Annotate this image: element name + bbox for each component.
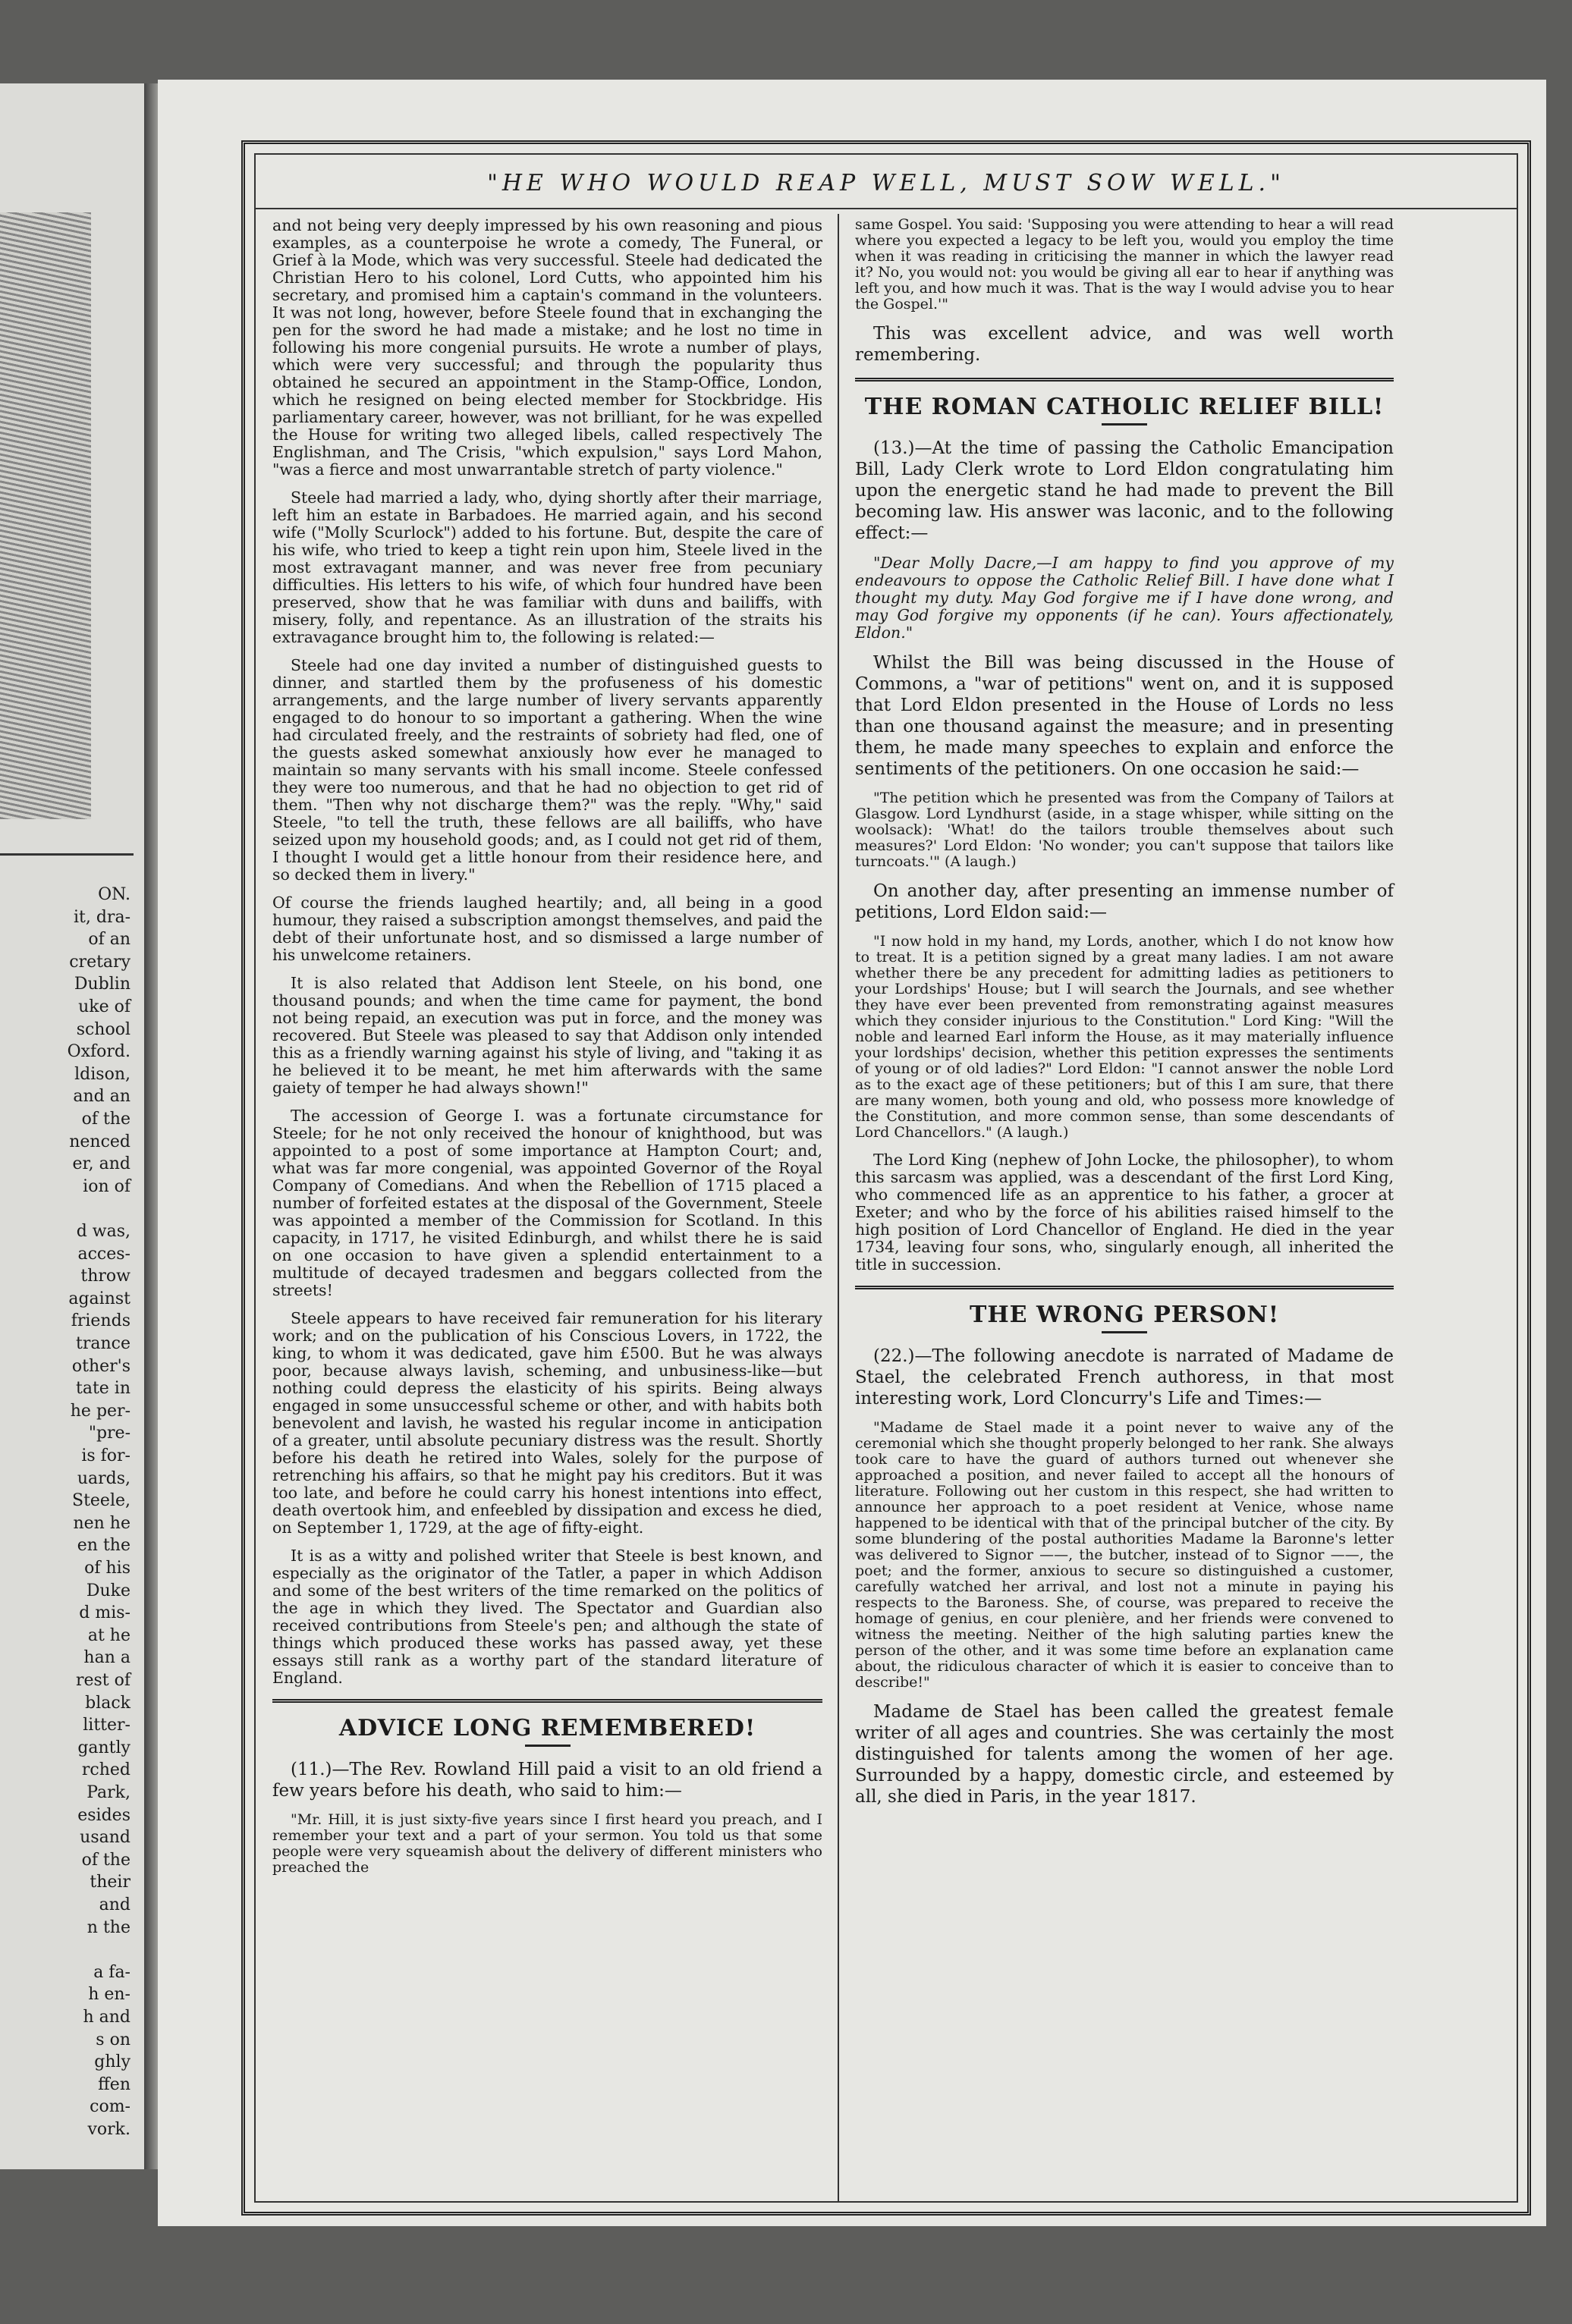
facing-page-line: is for- <box>81 1446 130 1465</box>
paragraph: Madame de Stael has been called the greatest female writer of all ages and countries. She was certainly the most distinguished for talents among the women of her age. Surrounded by a happy, domestic circle, and esteemed by all, she died in Paris, in the year 1817. <box>855 1702 1394 1807</box>
facing-page-line: cretary <box>69 952 130 972</box>
facing-page-line: rest of <box>75 1671 130 1690</box>
facing-page-line: han a <box>83 1648 130 1668</box>
facing-page-fragment <box>0 83 144 2169</box>
letter-quote: "Dear Molly Dacre,—I am happy to find you approve of my endeavours to oppose the Catholic Relief Bill. I have done what I thought my duty. May God forgive me if I have done wrong, and may God forgive my opponents (if he can). Yours affectionately, Eldon." <box>855 554 1394 642</box>
section-divider <box>855 1286 1394 1289</box>
facing-page-line: acces- <box>77 1244 130 1264</box>
facing-page-line: it, dra- <box>73 907 130 927</box>
paragraph: and not being very deeply impressed by his own reasoning and pious examples, as a counterpoise he wrote a comedy, The Funeral, or Grief à la Mode, which was very successful. Steele had dedicated the Christian Hero to his colonel, Lord Cutts, who appointed him his secretary, and promised him a captain's command in the volunteers. It was not long, however, before Steele found that in exchanging the pen for the sword he had made a mistake; and he lost no time in following his more congenial pursuits. He wrote a number of plays, which were very successful; and through the popularity thus obtained he secured an appointment in the Stamp-Office, London, which he resigned on being elected member for Stockbridge. His parliamentary career, however, was not brilliant, for he was expelled the House for writing two alleged libels, called respectively The Englishman, and The Crisis, "which expulsion," says Lord Mahon, "was a fierce and most unwarrantable stretch of party violence." <box>272 216 822 479</box>
facing-page-rule <box>0 853 134 856</box>
page-frame <box>241 140 1531 2216</box>
facing-page-line: ion of <box>83 1176 130 1196</box>
paragraph: The accession of George I. was a fortunate circumstance for Steele; for he not only received the honour of knighthood, but was appointed to a post of some importance at Hampton Court; and, what was far more congenial, was appointed Governor of the Royal Company of Comedians. And when the Rebellion of 1715 placed a number of forfeited estates at the disposal of the Government, Steele was appointed a member of the Commission for Scotland. In this capacity, in 1717, he visited Edinburgh, and whilst there he is said on one occasion to have given a splendid entertainment to a multitude of decayed tradesmen and beggars collected from the streets! <box>272 1107 822 1299</box>
facing-page-line: com- <box>90 2097 130 2117</box>
facing-page-line: h en- <box>88 1985 130 2005</box>
header-rule <box>256 208 1517 209</box>
paragraph: Steele had married a lady, who, dying shortly after their marriage, left him an estate in Barbadoes. He married again, and his second wife ("Molly Scurlock") added to his fortune. But, despite the care of his wife, who tried to keep a tight rein upon him, Steele lived in the most extravagant manner, and was never free from pecuniary difficulties. His letters to his wife, of which four hundred have been preserved, show that he was familiar with duns and bailiffs, with misery, folly, and repentance. As an illustration of the straits his extravagance brought him to, the following is related:— <box>272 488 822 646</box>
facing-page-line: h and <box>83 2008 130 2027</box>
facing-page-line: other's <box>71 1356 130 1376</box>
facing-page-line: gantly <box>77 1738 130 1757</box>
paragraph: Steele appears to have received fair remuneration for his literary work; and on the publication of his Conscious Lovers, in 1722, the king, to whom it was dedicated, gave him £500. But he was always poor, because always lavish, scheming, and unbusiness-like—but nothing could depress the elasticity of his spirits. Being always engaged in some unsuccessful scheme or other, and with habits both benevolent and lavish, he wasted his regular income in anticipation of a greater, until absolute pecuniary distress was the result. Shortly before his death he retired into Wales, solely for the purpose of retrenching his affairs, so that he might pay his creditors. But it was too late, and before he could carry his honest intentions into effect, death overtook him, and enfeebled by dissipation and excess he died, on September 1, 1729, at the age of fifty-eight. <box>272 1309 822 1537</box>
facing-page-line: vork. <box>87 2120 130 2139</box>
facing-page-line: Steele, <box>72 1491 130 1511</box>
title-underline <box>525 1745 571 1747</box>
facing-page-line: usand <box>80 1828 130 1848</box>
paragraph: (22.)—The following anecdote is narrated of Madame de Stael, the celebrated French authoress, in that most interesting work, Lord Cloncurry's Life and Times:— <box>855 1346 1394 1409</box>
facing-page-line: n the <box>86 1917 130 1937</box>
facing-page-line: tate in <box>75 1379 130 1399</box>
facing-page-line: en the <box>77 1536 130 1556</box>
section-title-wrong-person: THE WRONG PERSON! <box>970 1302 1279 1328</box>
facing-page-line: uards, <box>77 1468 130 1488</box>
paragraph: On another day, after presenting an immense number of petitions, Lord Eldon said:— <box>855 881 1394 922</box>
facing-page-line: ghly <box>94 2052 130 2072</box>
facing-page-line: Dublin <box>74 975 130 994</box>
running-header: "HE WHO WOULD REAP WELL, MUST SOW WELL." <box>487 170 1285 196</box>
facing-page-line: s on <box>96 2030 130 2049</box>
facing-page-line: esides <box>77 1805 130 1825</box>
paragraph: It is also related that Addison lent Steele, on his bond, one thousand pounds; and when the time came for payment, the bond not being repaid, an execution was put in force, and the money was recovered. But Steele was pleased to say that Addison only intended this as a friendly warning against his style of living, and "taking it as he believed it to be meant, he met him afterwards with the same gaiety of temper he had always shown!" <box>272 974 822 1097</box>
column-right <box>855 217 1394 1818</box>
facing-page-line: against <box>68 1289 130 1308</box>
facing-page-line: black <box>85 1693 130 1713</box>
facing-page-line: d was, <box>76 1222 130 1241</box>
paragraph: (13.)—At the time of passing the Catholic Emancipation Bill, Lady Clerk wrote to Lord Eldon congratulating him upon the energetic stand he had made to prevent the Bill becoming law. His answer was laconic, and to the following effect:— <box>855 438 1394 543</box>
facing-page-line: uke of <box>78 997 130 1016</box>
facing-page-line: er, and <box>72 1154 130 1174</box>
facing-page-line: friends <box>71 1311 130 1331</box>
facing-page-line: ffen <box>98 2074 130 2094</box>
facing-page-line: Duke <box>86 1581 130 1600</box>
facing-page-line: litter- <box>83 1716 130 1735</box>
facing-page-line: Park, <box>86 1783 130 1802</box>
paragraph: This was excellent advice, and was well worth remembering. <box>855 324 1394 365</box>
paragraph: It is as a witty and polished writer that Steele is best known, and especially as the originator of the Tatler, a paper in which Addison and some of the best writers of the time remarked on the politics of the age in which they lived. The Spectator and Guardian also received contributions from Steele's pen; and although the state of things which produced these works has passed away, yet these essays still rank as a worthy part of the standard literature of England. <box>272 1547 822 1687</box>
facing-page-line: rched <box>81 1760 130 1780</box>
title-underline <box>1102 1331 1147 1333</box>
quote-paragraph: "Madame de Stael made it a point never to waive any of the ceremonial which she thought properly belonged to her rank. She always took care to have the guard of authors turned out whenever she approached a position, and never failed to accept all the honours of literature. Following out her custom in this respect, she had written to announce her approach to a poet resident at Venice, whose name happened to be identical with that of the principal butcher of the city. By some blundering of the postal authorities Madame la Baronne's letter was delivered to Signor ——, the butcher, instead of to Signor ——, the poet; and the former, anxious to secure so distinguished a customer, carefully watched her arrival, and lost not a minute in paying his respects to the Baroness. She, of course, was prepared to receive the homage of genius, en cour plenière, and her friends were convened to witness the meeting. Neither of the high saluting parties knew the person of the other, and it was some time before an explanation came about, the ridiculous character of which it is easier to conceive than to describe!" <box>855 1419 1394 1691</box>
quote-paragraph: "I now hold in my hand, my Lords, another, which I do not know how to treat. It is a petition signed by a great many ladies. I am not aware whether there be any precedent for admitting ladies as petitioners to your Lordships' House; but I will search the Journals, and see whether they have ever been prevented from remonstrating against measures which they consider injurious to the Constitution." Lord King: "Will the noble and learned Earl inform the House, as it may materially influence your lordships' decision, whether this petition expresses the sentiments of young or of old ladies?" Lord Eldon: "I cannot answer the noble Lord as to the exact age of these petitioners; but of this I am sure, that there are many women, both young and old, who possess more knowledge of the Constitution, and more common sense, than some descendants of Lord Chancellors." (A laugh.) <box>855 933 1394 1141</box>
facing-page-line: at he <box>87 1625 130 1645</box>
paragraph: (11.)—The Rev. Rowland Hill paid a visit to an old friend a few years before his death, who said to him:— <box>272 1760 822 1801</box>
facing-page-line: ldison, <box>74 1064 130 1084</box>
facing-page-line: Oxford. <box>67 1042 130 1062</box>
facing-page-line: their <box>90 1873 130 1892</box>
facing-page-line: school <box>76 1019 130 1039</box>
engraving-illustration <box>0 212 91 819</box>
column-left <box>272 217 822 1886</box>
facing-page-line: a fa- <box>93 1962 130 1982</box>
facing-page-line: of his <box>84 1559 130 1578</box>
facing-page-line: of the <box>81 1110 130 1129</box>
page-inner-frame <box>254 153 1518 2203</box>
facing-page-line: of the <box>81 1850 130 1870</box>
quote-paragraph: "Mr. Hill, it is just sixty-five years since I first heard you preach, and I remember your text and a part of your sermon. You told us that some people were very squeamish about the delivery of different ministers who preached the <box>272 1811 822 1876</box>
facing-page-line: and <box>99 1895 130 1914</box>
paragraph: The Lord King (nephew of John Locke, the philosopher), to whom this sarcasm was applied, was a descendant of the first Lord King, who commenced life as an apprentice to his father, a grocer at Exeter; and who by the force of his abilities raised himself to the high position of Lord Chancellor of England. He died in the year 1734, leaving four sons, who, singularly enough, all inherited the title in succession. <box>855 1151 1394 1273</box>
facing-page-line: he per- <box>70 1401 130 1421</box>
paragraph: Whilst the Bill was being discussed in the House of Commons, a "war of petitions" went on, and it is supposed that Lord Eldon presented in the House of Lords no less than one thousand against the measure; and in presenting them, he made many speeches to explain and enforce the sentiments of the petitioners. On one occasion he said:— <box>855 653 1394 779</box>
paragraph: Of course the friends laughed heartily; and, all being in a good humour, they raised a subscription amongst themselves, and paid the debt of their unfortunate host, and so dismissed a large number of his unwelcome retainers. <box>272 893 822 964</box>
facing-page-line: nen he <box>73 1513 130 1533</box>
section-divider <box>272 1699 822 1703</box>
section-title-advice: ADVICE LONG REMEMBERED! <box>338 1715 756 1741</box>
facing-page-line: "pre- <box>88 1424 130 1443</box>
book-gutter <box>144 83 158 2169</box>
book-page <box>158 80 1546 2226</box>
facing-page-line: trance <box>76 1334 130 1353</box>
facing-page-line: of an <box>88 930 130 950</box>
quote-paragraph: "The petition which he presented was from the Company of Tailors at Glasgow. Lord Lyndhurst (aside, in a stage whisper, while sitting on the woolsack): 'What! do the tailors trouble themselves about such measures?' Lord Eldon: 'No wonder; you can't suppose that tailors like turncoats.'" (A laugh.) <box>855 790 1394 870</box>
facing-page-line: d mis- <box>79 1603 130 1623</box>
facing-page-line: ON. <box>98 885 130 904</box>
section-divider <box>855 378 1394 382</box>
facing-page-line: and an <box>73 1087 130 1107</box>
title-underline <box>1102 423 1147 426</box>
column-divider <box>838 214 839 2201</box>
section-title-relief-bill: THE ROMAN CATHOLIC RELIEF BILL! <box>864 394 1385 420</box>
facing-page-line: nenced <box>69 1132 130 1151</box>
facing-page-line: throw <box>80 1267 130 1286</box>
paragraph: Steele had one day invited a number of distinguished guests to dinner, and startled them by the profuseness of his domestic arrangements, and the large number of livery servants apparently engaged to do honour to so important a gathering. When the wine had circulated freely, and the restraints of sobriety had fled, one of the guests asked somewhat anxiously how ever he managed to maintain so many servants with his small income. Steele confessed they were too numerous, and that he had no objection to get rid of them. "Then why not discharge them?" was the reply. "Why," said Steele, "to tell the truth, these fellows are all bailiffs, who have seized upon my household goods; and, as I could not get rid of them, I thought I would get a little honour from their residence here, and so decked them in livery." <box>272 656 822 884</box>
quote-paragraph: same Gospel. You said: 'Supposing you were attending to hear a will read where you expected a legacy to be left you, would you employ the time when it was reading in criticising the manner in which the lawyer read it? No, you would not: you would be giving all ear to hear if anything was left you, and how much it was. That is the way I would advise you to hear the Gospel.'" <box>855 216 1394 312</box>
